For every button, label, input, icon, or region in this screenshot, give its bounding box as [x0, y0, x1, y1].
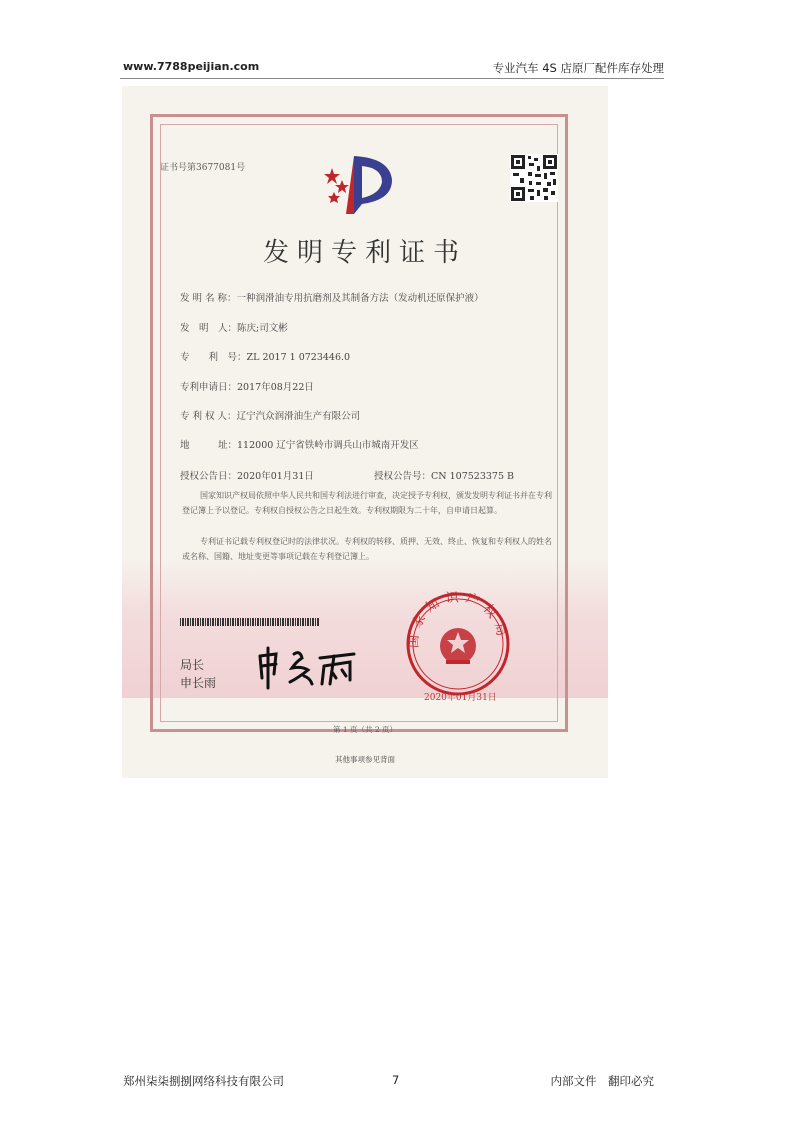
- certificate-number: 证书号第3677081号: [160, 163, 246, 173]
- grant-date-label: 授权公告日：: [180, 471, 238, 482]
- grant-number-label: 授权公告号：: [374, 471, 432, 482]
- header-website: www.7788peijian.com: [123, 60, 260, 73]
- svg-text:国家知识产权局: [406, 590, 509, 648]
- filing-date-row: [180, 379, 314, 393]
- inventor: 陈庆;司文彬: [237, 323, 288, 334]
- header-tagline: 专业汽车 4S 店原厂配件库存处理: [492, 61, 664, 75]
- invention-name-label: 发 明 名 称：: [180, 293, 237, 304]
- patentee: 辽宁汽众润滑油生产有限公司: [236, 411, 361, 422]
- address-row: [180, 437, 419, 451]
- inventor-label: 发 明 人：: [180, 323, 238, 334]
- seal-text-ring: [404, 590, 512, 698]
- legal-status-paragraph: 专利证书记载专利权登记时的法律状况。专利权的转移、质押、无效、终止、恢复和专利权人的姓名或名称、国籍、地址变更等事项记载在专利登记簿上。: [182, 537, 552, 561]
- qr-code-icon: [510, 154, 558, 202]
- patentee-label: 专 利 权 人：: [180, 411, 237, 422]
- barcode-icon: [180, 618, 320, 626]
- signature-icon: [254, 644, 364, 690]
- footer-notice: 内部文件 翻印必究: [550, 1074, 654, 1088]
- patent-number: ZL 2017 1 0723446.0: [246, 352, 351, 363]
- address: 112000 辽宁省铁岭市调兵山市城南开发区: [237, 440, 419, 451]
- filing-date-label: 专利申请日：: [180, 382, 238, 393]
- cnipa-logo-icon: [320, 148, 400, 220]
- grant-paragraph: 国家知识产权局依照中华人民共和国专利法进行审查，决定授予专利权，颁发发明专利证书并在专利登记簿上予以登记。专利权自授权公告之日起生效。专利权期限为二十年，自申请日起算。: [182, 491, 552, 515]
- seal-text: 国家知识产权局: [406, 590, 510, 649]
- address-label: 地 址：: [180, 440, 238, 451]
- header-divider: [120, 78, 664, 79]
- footer-page-number: 7: [392, 1073, 400, 1087]
- filing-date: 2017年08月22日: [237, 382, 314, 393]
- director-title: 局长: [180, 658, 205, 672]
- patent-number-label: 专 利 号：: [180, 352, 247, 363]
- seal-date: 2020年01月31日: [424, 693, 497, 703]
- certificate-page-indicator: 第 1 页（共 2 页）: [332, 725, 398, 734]
- patentee-row: [180, 408, 360, 422]
- patent-number-row: [180, 349, 350, 363]
- grant-number: CN 107523375 B: [431, 471, 515, 482]
- invention-name: 一种润滑油专用抗磨剂及其制备方法（发动机还原保护液）: [236, 293, 484, 304]
- grant-date-row: [180, 468, 314, 482]
- patent-certificate-image: [122, 86, 608, 778]
- invention-name-row: [180, 290, 484, 304]
- inventor-row: [180, 320, 288, 334]
- director-name: 申长雨: [180, 676, 217, 690]
- grant-date: 2020年01月31日: [237, 471, 314, 482]
- certificate-back-note: 其他事项参见背面: [335, 755, 395, 764]
- footer-company: 郑州柒柒捌捌网络科技有限公司: [123, 1074, 284, 1088]
- certificate-title: 发明专利证书: [262, 238, 467, 268]
- grant-number-row: [374, 468, 514, 482]
